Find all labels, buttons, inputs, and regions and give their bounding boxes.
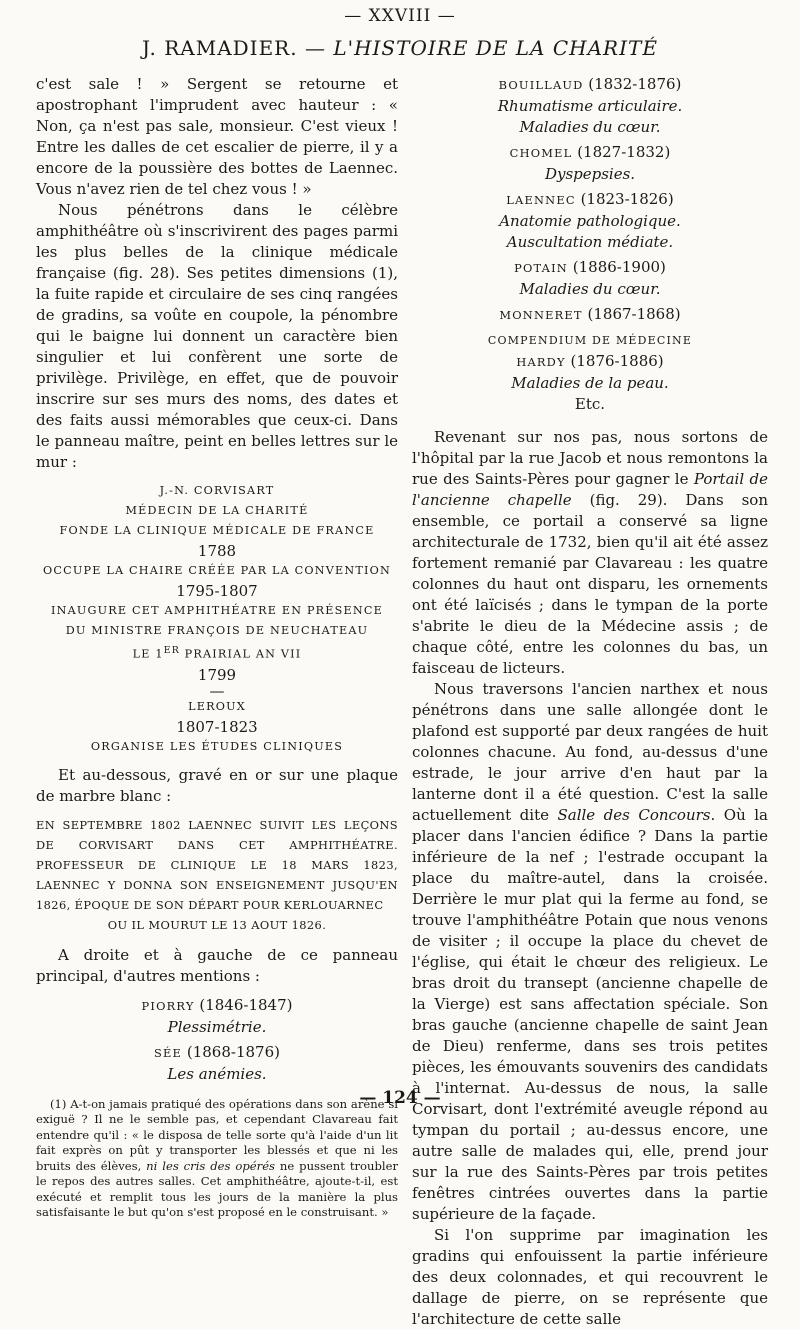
mention-subject: Les anémies. — [167, 1064, 267, 1083]
mention-subject: Auscultation médiate. — [506, 233, 674, 251]
inscription-text: LE 1 — [132, 647, 164, 661]
mention-dates: (1832-1876) — [588, 75, 682, 93]
page-number: — 124 — — [359, 1088, 441, 1108]
mention-subject: Anatomie pathologique. — [499, 212, 681, 230]
inscription-line: INAUGURE CET AMPHITHÉATRE EN PRÉSENCE — [50, 604, 384, 617]
text: . Où la placer dans l'ancien édifice ? Dans la partie inférieure de la nef ; l'estrade occupant la place du maître-autel, dans la croisée. Derrière le mur plat qui la ferme au fond, se trouve l'amphithéâtre Potain que nous venons de visiter ; il occupe la place du chevet de l'église, qui était le chœur des religieux. Le bras droit du transept (ancienne chapelle de la Vierge) est sans affectation spéciale. Son bras gauche (ancienne chapelle de saint Jean de Dieu) renferme, dans ses trois petites pièces, les émouvants souvenirs des candidats à l'internat. Au-dessus de nous, la salle Corvisart, dont l'extrémité aveugle répond au tympan du portail ; au-dessus encore, une autre salle de malades qui, elle, prend jour sur la rue des Saints-Pères par trois petites fenêtres cintrées ouvertes dans la partie supérieure de la façade. — [412, 806, 768, 1223]
inscription-line — [36, 641, 398, 665]
right-column — [412, 74, 768, 1330]
mention-subject: Plessimétrie. — [167, 1017, 267, 1036]
inscription-year: 1799 — [197, 665, 237, 684]
wall-inscription — [36, 481, 398, 757]
inscription-text: PRAIRIAL AN VII — [179, 647, 302, 661]
inscription-sup: ER — [163, 645, 180, 656]
mention-dates: (1846-1847) — [199, 995, 293, 1014]
mention — [412, 74, 768, 138]
mention — [412, 330, 768, 415]
text-italic: Salle des Concours — [557, 806, 711, 824]
paragraph — [412, 679, 768, 1225]
paragraph: Si l'on supprime par imagination les gradins qui enfouissent la partie inférieure des deux colonnades, et qui recouvrent le dallage de pierre, on se représente que l'architecture de cette salle — [412, 1226, 768, 1328]
mention — [36, 1042, 398, 1085]
mention-dates: (1827-1832) — [577, 143, 671, 161]
inscription-line: DU MINISTRE FRANÇOIS DE NEUCHATEAU — [65, 624, 369, 637]
text: (fig. 29). Dans son ensemble, ce portail a conservé sa ligne architecturale de 1732, bien qu'il ait été assez fortement remanié par Clavareau : les quatre colonnes du haut ont disparu, les ornements ont été laïcisés ; dans le tympan de la porte s'abrite le dieu de la Médecine assis ; de chaque côté, entre les colonnes du bas, un faisceau de licteurs. — [412, 491, 768, 677]
mention-dates: (1886-1900) — [572, 258, 666, 276]
inscription-line: LEROUX — [188, 699, 246, 713]
paragraph: Nous pénétrons dans le célèbre amphithéâtre où s'inscrivirent des pages parmi les plus belles de la clinique médicale française (fig. 28). Ses petites dimensions (1), la fuite rapide et circulaire de ses cinq rangées de gradins, sa voûte en coupole, la pénombre qui le baigne lui donnent un caractère bien singulier et lui confèrent une sorte de privilège. Privilège, en effet, que de pouvoir inscrire sur ses murs des noms, des dates et des faits aussi mémorables que ceux-ci. Dans le panneau maître, peint en belles lettres sur le mur : — [36, 201, 398, 471]
header-separator: — — [297, 36, 334, 60]
inscription-line: FONDE LA CLINIQUE MÉDICALE DE FRANCE — [59, 524, 375, 537]
inscription-line: J.-N. CORVISART — [159, 484, 275, 497]
mention-dates: (1868-1876) — [186, 1042, 280, 1061]
paragraph: c'est sale ! » Sergent se retourne et apostrophant l'imprudent avec hauteur : « Non, ça n'est pas sale, monsieur. C'est vieux ! Entre les dalles de cet escalier de pierre, il y a encore de la poussière des bottes de Laennec. Vous n'avez rien de tel chez vous ! » — [36, 75, 398, 198]
mention-name: MONNERET — [499, 308, 583, 322]
inscription-line: MÉDECIN DE LA CHARITÉ — [125, 504, 309, 517]
inscription-line: ORGANISE LES ÉTUDES CLINIQUES — [90, 739, 344, 753]
mention — [412, 189, 768, 253]
mention-name: COMPENDIUM DE MÉDECINE — [487, 334, 693, 347]
plaque-text: OU IL MOURUT LE 13 AOUT 1826. — [107, 917, 327, 932]
text-italic: Portail de l'ancienne chapelle — [412, 470, 769, 509]
inscription-dash: — — [209, 681, 225, 700]
text: Revenant sur nos pas, nous sortons de l'hôpital par la rue Jacob et nous remontons la rue des Saints-Pères pour gagner le — [412, 428, 768, 488]
etc: Etc. — [574, 395, 606, 413]
mention-subject: Dyspepsies. — [544, 165, 636, 183]
plaque-text: EN SEPTEMBRE 1802 LAENNEC SUIVIT LES LEÇONS DE CORVISART DANS CET AMPHITHÉATRE. PROFESSEUR DE CLINIQUE LE 18 MARS 1823, LAENNEC Y DONNA SON ENSEIGNEMENT JUSQU'EN 1826, ÉPOQUE DE SON DÉPART POUR KERLOUARNEC — [36, 817, 398, 912]
mention-name: PIORRY — [141, 998, 195, 1013]
inscription-year: 1807-1823 — [176, 717, 258, 736]
mention-subject: Rhumatisme articulaire. — [497, 97, 683, 115]
mention — [412, 142, 768, 185]
mentions-left — [36, 995, 398, 1085]
inscription-year: 1788 — [197, 542, 237, 560]
mention-dates: (1867-1868) — [587, 305, 681, 323]
mention — [412, 304, 768, 326]
mention-subject: Maladies du cœur. — [519, 280, 661, 298]
paragraph: A droite et à gauche de ce panneau principal, d'autres mentions : — [36, 945, 398, 985]
mention-dates: (1876-1886) — [570, 352, 664, 370]
mention-name: SÉE — [154, 1045, 183, 1060]
mention — [36, 995, 398, 1038]
paragraph — [412, 427, 768, 679]
footnote-italic: ni les cris des opérés — [146, 1158, 276, 1173]
mention-name: POTAIN — [514, 261, 568, 275]
inscription-year: 1795-1807 — [176, 582, 258, 600]
marble-plaque — [36, 815, 398, 935]
mention-name: CHOMEL — [509, 146, 573, 160]
mention-name: HARDY — [516, 355, 566, 369]
mention-subject: Maladies de la peau. — [511, 374, 669, 392]
mention-subject: Maladies du cœur. — [519, 118, 661, 136]
inscription-line: OCCUPE LA CHAIRE CRÉÉE PAR LA CONVENTION — [42, 564, 392, 577]
book-title: L'HISTOIRE DE LA CHARITÉ — [333, 36, 658, 60]
paragraph: Et au-dessous, gravé en or sur une plaque de marbre blanc : — [36, 765, 398, 805]
text: Nous traversons l'ancien narthex et nous pénétrons dans une salle allongée dont le plafond est supporté par deux rangées de huit colonnes chacune. Au fond, au-dessus d'une estrade, le jour arrive d'en haut par la lanterne dont il a été question. C'est la salle actuellement dite — [412, 680, 768, 824]
roman-page-number: — XXVIII — — [344, 6, 456, 26]
mention-name: BOUILLAUD — [498, 78, 584, 92]
left-column — [36, 74, 398, 1221]
mention — [412, 257, 768, 300]
mention-dates: (1823-1826) — [580, 190, 674, 208]
author-name: J. RAMADIER. — [142, 36, 298, 60]
footnote: (1) A-t-on jamais pratiqué des opérations dans son arène si exiguë ? Il ne le semble pas, et cependant Clavareau fait entendre qu'il : « le disposa de telle sorte qu'à l'aide d'un lit fait exprès on pût y transporter les blessés et que ni les bruits des élèves, ni les cris des opérés ne pussent troubler le repos des autres salles. Cet amphithéâtre, ajoute-t-il, est exécuté et remplit tous les jours de la manière la plus satisfaisante le but qu'on s'est proposé en le construisant. » — [36, 1096, 399, 1220]
running-header — [0, 36, 800, 60]
mention-name: LAENNEC — [506, 193, 576, 207]
